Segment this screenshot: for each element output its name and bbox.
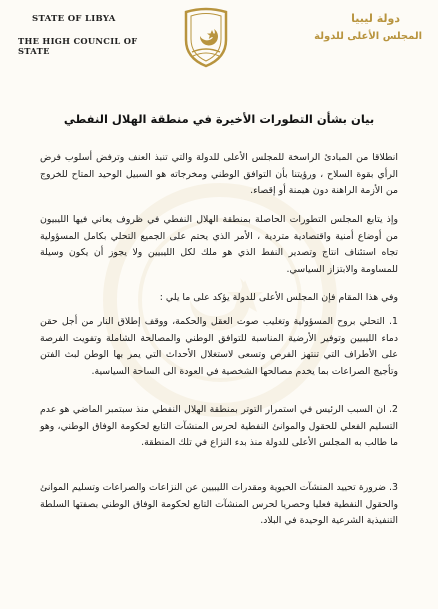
point-2: 2. ان السبب الرئيس في استمرار التوتر بمنطقة الهلال النفطي منذ سبتمبر الماضي هو عدم التسليم الفعلي للحقول والموانئ النفطية لحرس المنشآت التابع لحكومة الوفاق الوطني، وهو ما طالب به المجلس الأعلى للدولة منذ بدء النزاع في تلك المنطقة. <box>40 404 398 448</box>
paragraph-affirmation: وفي هذا المقام فإن المجلس الأعلى للدولة يؤكد على ما يلي : <box>159 292 398 303</box>
point-1: 1. التحلي بروح المسؤولية وتغليب صوت العقل والحكمة، ووقف إطلاق النار من أجل حقن دماء الليبيين وتوفير الأرضية المناسبة للتوافق الوطني والمصالحة الشاملة وتفويت الفرصة على الأطراف التي تنتهز الفرص وتسعى لاستغلال الأحداث التي يمر بها الوطن لبث الفتن وتأجيج الصراعات بما يخدم مصالحها الشخصية في العودة الى الساحة السياسية. <box>40 316 398 377</box>
header-arabic <box>282 12 422 42</box>
header-ar-state: دولة ليبيا <box>351 12 400 25</box>
point-3: 3. ضرورة تحييد المنشآت الحيوية ومقدرات الليبيين عن النزاعات والصراعات وتسليم الموانئ والحقول النفطية فعليا وحصريا لحرس المنشآت التابع لحكومة الوفاق الوطني بصفتها السلطة التنفيذية الشرعية الوحيدة في البلاد. <box>40 482 398 526</box>
header-en-council: THE HIGH COUNCIL OF STATE <box>18 36 138 56</box>
state-emblem-icon <box>178 6 234 68</box>
header-ar-council: المجلس الأعلى للدولة <box>314 31 422 42</box>
header-en-state: STATE OF LIBYA <box>32 14 116 24</box>
paragraph-intro: انطلاقا من المبادئ الراسخة للمجلس الأعلى للدولة والتي تنبذ العنف وترفض أسلوب فرض الرأي بقوة السلاح ، ورؤيتنا بأن التوافق الوطني ومخرجاته هو السبيل الوحيد المتاح للخروج من الأزمة الراهنة دون هيمنة أو إقصاء. <box>40 152 398 196</box>
paragraph-context: وإذ يتابع المجلس التطورات الحاصلة بمنطقة الهلال النفطي في ظروف يعاني فيها الليبيون من أوضاع أمنية واقتصادية متردية ، الأمر الذي يحتم على الجميع التحلي بكامل المسؤولية تجاه استئناف انتاج وتصدير النفط الذي هو ملك لكل الليبيين ولا يجوز أن يكون وسيلة للمساومة والابتزاز السياسي. <box>40 214 398 275</box>
header-english <box>18 14 168 56</box>
statement-title: بيان بشأن التطورات الأخيرة في منطقة الهلال النفطي <box>63 112 375 126</box>
